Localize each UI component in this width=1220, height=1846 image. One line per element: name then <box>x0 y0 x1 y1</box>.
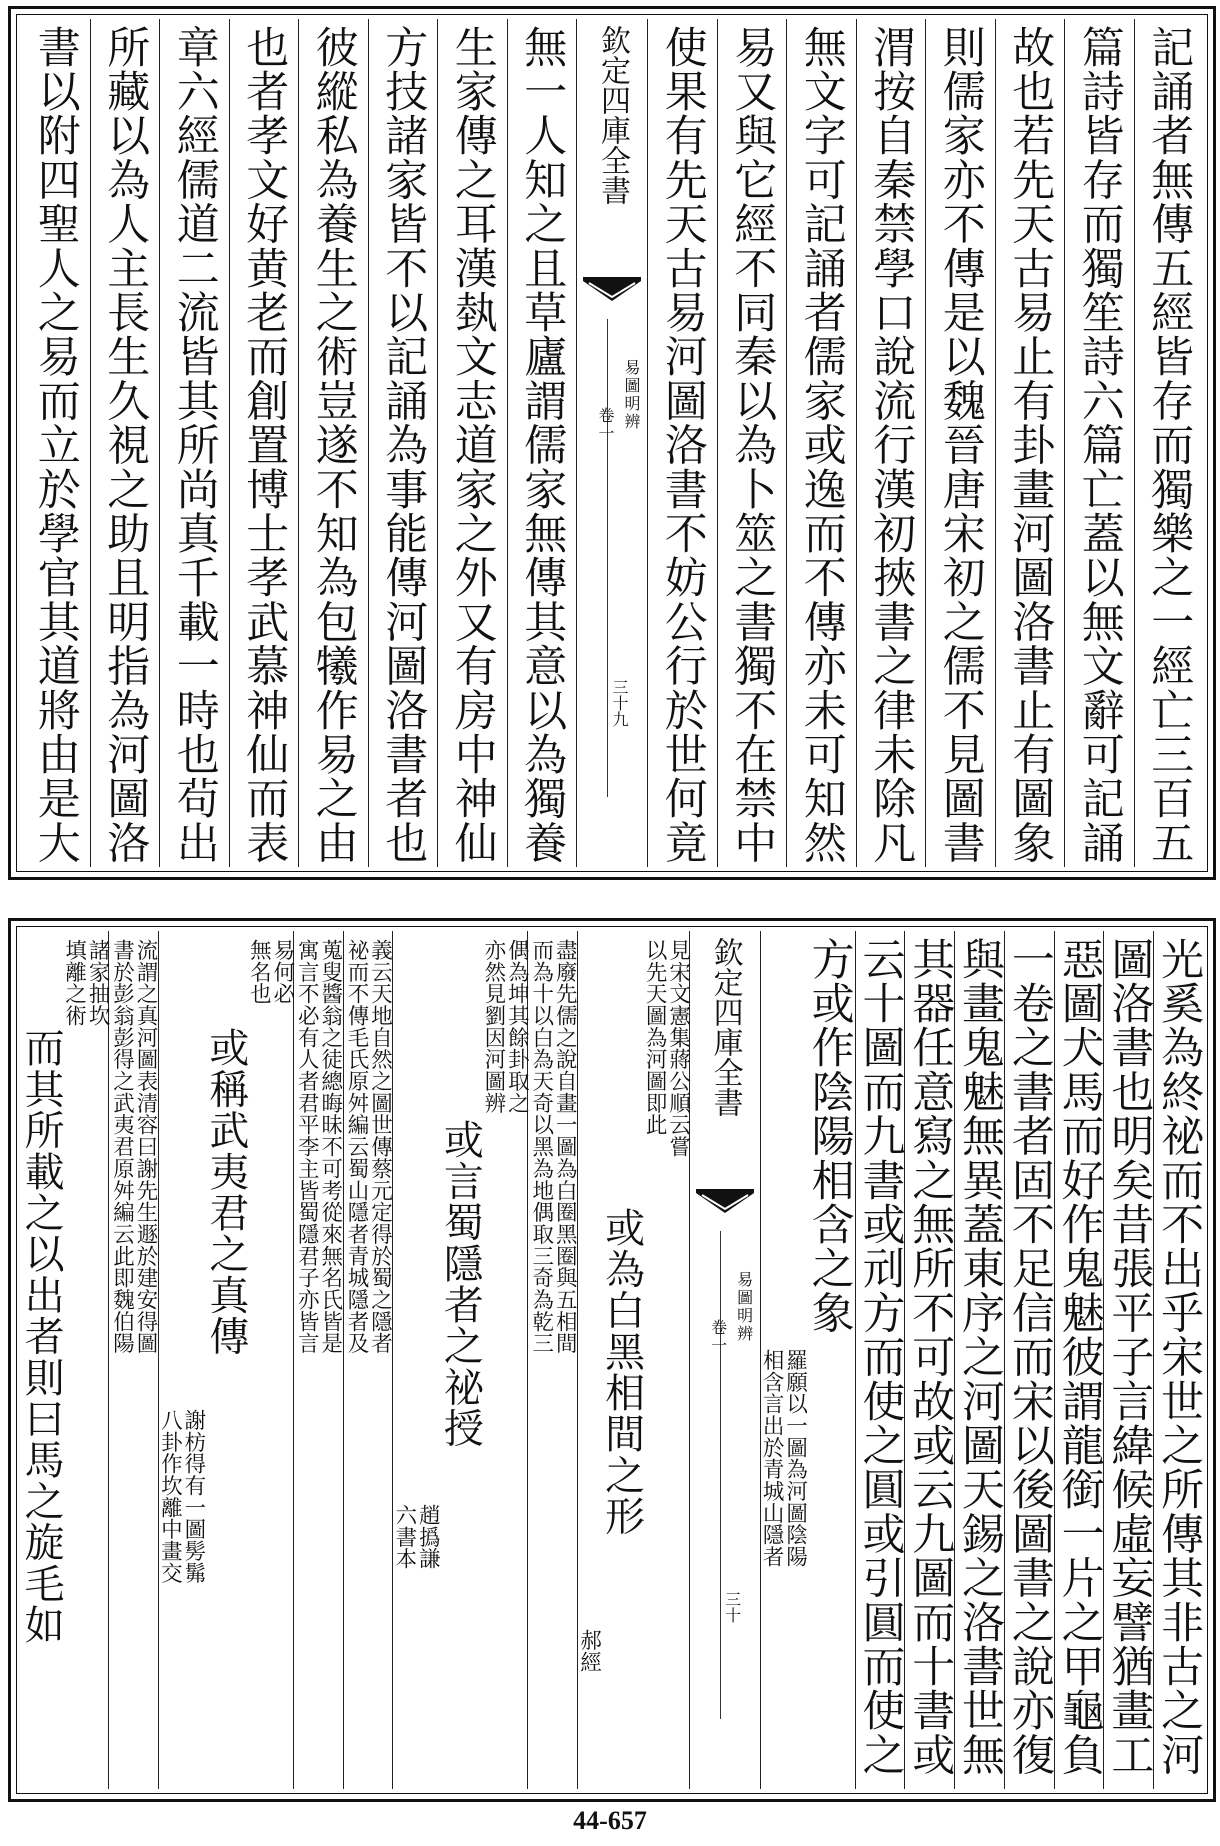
commentary-text: 亦然見劉因河圖辨 <box>480 939 506 1114</box>
commentary-text: 書於彭翁彭得之武夷君原舛編云此即魏伯陽 <box>109 939 135 1355</box>
text-column <box>904 931 954 1789</box>
leaf-number: 三十 <box>722 1591 742 1623</box>
text-column <box>21 19 90 867</box>
column-text: 光奚為終祕而不出乎宋世之所傳其非古之河 <box>1154 937 1205 1777</box>
column-text: 書以附四聖人之易而立於學官其道將由是大 <box>30 25 81 865</box>
text-column <box>1064 19 1134 867</box>
column-text: 所藏以為人主長生久視之助且明指為河圖洛 <box>100 25 151 865</box>
column-text: 或為白黑相間之形 <box>598 1207 645 1537</box>
text-column <box>229 19 299 867</box>
text-column <box>856 19 926 867</box>
column-grid <box>18 931 1205 1789</box>
column-text: 或稱武夷君之真傳 <box>202 1027 249 1357</box>
column-text: 生家傳之耳漢埶文志道家之外又有房中神仙 <box>447 25 498 865</box>
text-column <box>368 19 438 867</box>
text-column <box>786 19 856 867</box>
column-text: 篇詩皆存而獨笙詩六篇亡蓋以無文辭可記誦 <box>1074 25 1125 865</box>
page-footer-number: 44-657 <box>573 1806 647 1835</box>
commentary-text: 蒐叟醬翁之徒總晦昧不可考從來無名氏皆是 <box>317 939 343 1355</box>
text-column <box>577 931 689 1789</box>
margin-rule <box>607 319 608 797</box>
commentary-text: 八卦作坎離中畫交 <box>157 1409 183 1584</box>
text-column <box>90 19 160 867</box>
text-column <box>1134 19 1204 867</box>
column-text: 云十圖而九書或刓方而使之圓或引圓而使之 <box>855 937 906 1777</box>
text-column <box>507 19 577 867</box>
column-text: 惡圖犬馬而好作鬼魅彼謂龍銜一片之甲龜負 <box>1054 937 1105 1777</box>
chapter-label: 卷一 <box>596 407 615 443</box>
text-column <box>159 19 229 867</box>
commentary-text: 偶為坤其餘卦取之 <box>504 939 530 1114</box>
column-text: 記誦者無傳五經皆存而獨樂之一經亡三百五 <box>1144 25 1195 865</box>
commentary-text: 趙撝謙 <box>415 1504 441 1570</box>
text-column <box>108 931 158 1789</box>
commentary-text: 流謂之真河圖表清容曰謝先生遯於建安得圖 <box>132 939 158 1355</box>
column-text: 無文字可記誦者儒家或逸而不傳亦未可知然 <box>796 25 847 865</box>
commentary-text: 填離之術 <box>61 939 87 1027</box>
column-text: 使果有先天古易河圖洛書不妨公行於世何竟 <box>657 25 708 865</box>
column-text: 無一人知之且草廬謂儒家無傳其意以為獨養 <box>517 25 568 865</box>
column-text: 故也若先天古易止有卦畫河圖洛書止有圖象 <box>1005 25 1056 865</box>
text-column <box>391 931 530 1789</box>
text-column <box>1103 931 1153 1789</box>
commentary-pair <box>644 937 689 1789</box>
fish-tail-mark-icon <box>696 1189 754 1217</box>
commentary-text: 無名也 <box>246 939 272 1005</box>
column-text: 則儒家亦不傳是以魏晉唐宋初之儒不見圖書 <box>935 25 986 865</box>
page-panel-bottom <box>8 918 1216 1802</box>
work-title: 易圖明辨 <box>622 359 641 431</box>
column-text: 章六經儒道二流皆其所尚真千載一時也茍出 <box>169 25 220 865</box>
commentary-text: 而為十以白為天奇以黑為地偶取三奇為乾三 <box>528 939 554 1355</box>
page-panel-top <box>8 6 1216 880</box>
commentary-pair <box>391 1502 441 1789</box>
book-title: 欽定四庫全書 <box>595 25 630 205</box>
commentary-text: 盡廢先儒之說自畫一圖為白圈黑圈與五相間 <box>552 939 578 1355</box>
commentary-pair <box>61 937 111 1789</box>
column-text: 圖洛書也明矣昔張平子言緯候虛妄譬猶畫工 <box>1104 937 1155 1777</box>
commentary-text: 易何必 <box>269 939 295 1005</box>
text-column <box>925 19 995 867</box>
column-grid <box>21 19 1203 867</box>
text-column <box>343 931 393 1789</box>
text-column <box>158 931 293 1789</box>
commentary-pair <box>159 1407 204 1789</box>
text-column <box>1153 931 1203 1789</box>
text-column <box>1054 931 1104 1789</box>
commentary-pair <box>480 937 530 1789</box>
text-column <box>1004 931 1054 1789</box>
text-column <box>293 931 343 1789</box>
column-text: 與畫鬼魅無異蓋東序之河圖天錫之洛書世無 <box>955 937 1006 1777</box>
column-text: 其器任意寫之無所不可故或云九圖而十書或 <box>905 937 956 1777</box>
column-text: 而其所載之以出者則曰馬之旋毛如 <box>18 1027 65 1645</box>
text-column <box>995 19 1065 867</box>
column-text: 方技諸家皆不以記誦為事能傳河圖洛書者也 <box>378 25 429 865</box>
text-column <box>18 931 111 1789</box>
commentary-text: 六書本 <box>391 1504 417 1570</box>
center-margin <box>689 931 760 1789</box>
chapter-label: 卷一 <box>708 1319 728 1355</box>
commentary-text: 寓言不必有人者君平李主皆蜀隱君子亦皆言 <box>294 939 320 1355</box>
commentary-text: 見宋文憲集蔣公順云嘗 <box>665 939 691 1158</box>
text-column <box>527 931 577 1789</box>
work-title: 易圖明辨 <box>734 1271 754 1343</box>
leaf-number: 三十九 <box>610 679 629 727</box>
text-column <box>717 19 787 867</box>
column-text: 渭按自秦禁學口說流行漢初挾書之律未除凡 <box>866 25 917 865</box>
column-text: 一卷之書者固不足信而宋以後圖書之說亦復 <box>1004 937 1055 1777</box>
text-column <box>298 19 368 867</box>
book-title: 欽定四庫全書 <box>707 937 743 1117</box>
text-column <box>647 19 717 867</box>
column-text: 彼縱私為養生之術豈遂不知為包犧作易之由 <box>308 25 359 865</box>
column-text: 方或作陰陽相含之象 <box>804 937 855 1335</box>
commentary-text: 以先天圖為河圖即此 <box>642 939 668 1136</box>
commentary-pair <box>248 937 293 1789</box>
column-text: 也者孝文好黄老而創置博士孝武慕神仙而表 <box>239 25 290 865</box>
text-column <box>760 931 855 1789</box>
commentary-text: 謝枋得有一圖髣髴 <box>180 1409 206 1584</box>
center-margin <box>576 19 647 867</box>
fish-tail-mark-icon <box>583 277 641 305</box>
column-text: 或言蜀隱者之祕授 <box>437 1119 484 1449</box>
commentary-text: 祕而不傳毛氏原舛編云蜀山隱者青城隱者及 <box>343 939 369 1355</box>
commentary-text: 郝經 <box>576 1629 602 1673</box>
text-column <box>954 931 1004 1789</box>
column-text: 易又與它經不同秦以為卜筮之書獨不在禁中 <box>727 25 778 865</box>
text-column <box>437 19 507 867</box>
commentary-text: 諸家抽坎 <box>85 939 111 1027</box>
margin-rule <box>720 1231 721 1719</box>
commentary-text: 相含言出於青城山隱者 <box>759 1349 785 1568</box>
commentary-pair <box>761 1347 806 1789</box>
text-column <box>855 931 905 1789</box>
commentary-text: 義云天地自然之圖世傳蔡元定得於蜀之隱者 <box>367 939 393 1355</box>
commentary-text: 羅願以一圖為河圖陰陽 <box>782 1349 808 1568</box>
